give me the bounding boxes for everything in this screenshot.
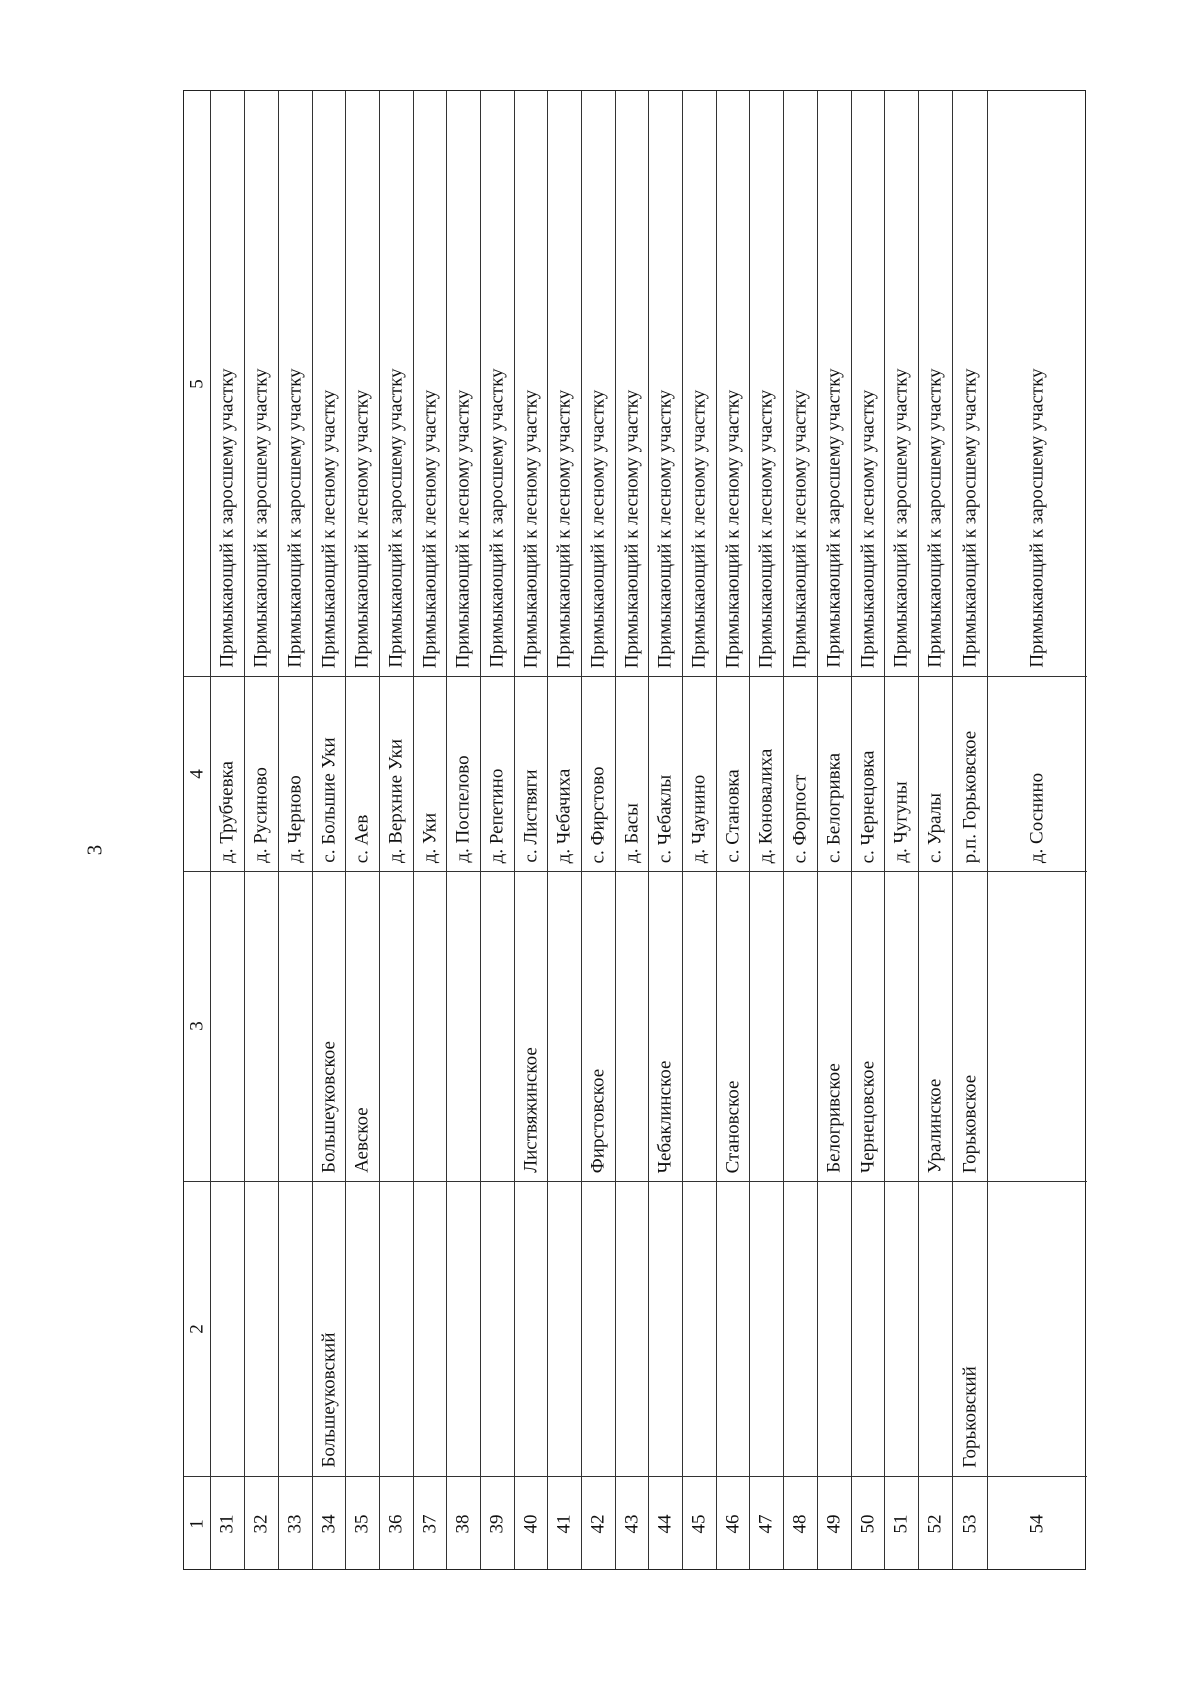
table-cell-type: Примыкающий к лесному участку [722, 389, 743, 668]
table-cell-type: Примыкающий к лесному участку [755, 389, 777, 668]
table-cell-type: Примыкающий к заросшему участку [284, 368, 306, 668]
table-row-divider [547, 91, 548, 1569]
table-row-divider [480, 91, 481, 1569]
table-cell-district: Большеуковский [318, 1332, 339, 1468]
table-cell-settlement: Чебаклинское [654, 1060, 676, 1173]
table-cell-type: Примыкающий к заросшему участку [959, 368, 980, 668]
table-row-divider [952, 91, 953, 1569]
table-row-divider [345, 91, 346, 1569]
table-cell-n: 44 [654, 1514, 676, 1533]
table-cell-settlement: Белогривское [823, 1063, 845, 1173]
table-cell-n: 54 [1026, 1514, 1048, 1533]
table-header-cell: 5 [186, 378, 208, 389]
table-row-divider [716, 91, 717, 1569]
table-row-divider [413, 91, 414, 1569]
table-cell-locality: д. Репетино [486, 768, 508, 863]
table-row-divider [783, 91, 784, 1569]
table-row-divider [312, 91, 313, 1569]
table-column-divider [184, 676, 1087, 677]
table-cell-n: 52 [924, 1514, 946, 1533]
table-cell-n: 50 [857, 1514, 878, 1533]
data-table [183, 90, 1086, 1570]
table-cell-locality: д. Русиново [250, 767, 272, 863]
table-cell-type: Примыкающий к заросшему участку [924, 368, 946, 668]
table-cell-type: Примыкающий к лесному участку [789, 389, 811, 668]
table-cell-type: Примыкающий к лесному участку [452, 389, 474, 668]
table-cell-locality: д. Чугуны [890, 781, 912, 863]
table-header-cell: 1 [186, 1518, 208, 1529]
table-cell-n: 48 [789, 1514, 811, 1533]
table-cell-type: Примыкающий к лесному участку [654, 389, 676, 668]
table-cell-locality: с. Чебаклы [654, 774, 676, 863]
table-cell-settlement: Становское [722, 1080, 743, 1173]
table-row-divider [817, 91, 818, 1569]
table-row-divider [244, 91, 245, 1569]
table-cell-settlement: Фирстовское [587, 1068, 609, 1173]
table-row-divider [446, 91, 447, 1569]
table-cell-settlement: Уралинское [924, 1078, 946, 1173]
table-cell-type: Примыкающий к лесному участку [688, 389, 710, 668]
table-cell-locality: д. Черново [284, 775, 306, 863]
table-row-divider [278, 91, 279, 1569]
table-cell-locality: с. Чернецовка [857, 750, 878, 863]
table-cell-settlement: Чернецовское [857, 1060, 878, 1173]
table-cell-n: 35 [351, 1514, 373, 1533]
table-header-cell: 4 [186, 768, 208, 779]
table-cell-n: 53 [959, 1514, 980, 1533]
table-cell-n: 49 [823, 1514, 845, 1533]
table-column-divider [184, 871, 1087, 872]
table-cell-type: Примыкающий к лесному участку [621, 389, 642, 668]
table-cell-n: 33 [284, 1514, 306, 1533]
table-row-divider [851, 91, 852, 1569]
table-cell-n: 47 [755, 1514, 777, 1533]
table-cell-type: Примыкающий к лесному участку [520, 389, 541, 668]
page-number-text: 3 [82, 844, 107, 856]
table-cell-n: 41 [553, 1514, 575, 1533]
table-header-cell: 2 [186, 1323, 208, 1334]
table-cell-type: Примыкающий к лесному участку [351, 389, 373, 668]
table-cell-settlement: Аевское [351, 1107, 373, 1173]
table-cell-type: Примыкающий к заросшему участку [216, 368, 238, 668]
table-row-divider [210, 91, 211, 1569]
table-cell-locality: с. Большие Уки [318, 737, 339, 863]
table-header-cell: 3 [186, 1021, 208, 1031]
table-cell-type: Примыкающий к лесному участку [318, 389, 339, 668]
table-cell-locality: д. Верхние Уки [385, 739, 407, 863]
table-cell-locality: д. Уки [419, 812, 440, 863]
table-cell-type: Примыкающий к лесному участку [553, 389, 575, 668]
table-cell-locality: с. Белогривка [823, 752, 845, 863]
table-cell-type: Примыкающий к заросшему участку [385, 368, 407, 668]
table-cell-type: Примыкающий к заросшему участку [1026, 368, 1048, 668]
table-cell-n: 51 [890, 1514, 912, 1533]
table-row-divider [379, 91, 380, 1569]
table-cell-n: 43 [621, 1514, 642, 1533]
table-row-divider [987, 91, 988, 1569]
table-cell-n: 38 [452, 1514, 474, 1533]
table-row-divider [514, 91, 515, 1569]
table-cell-locality: д. Коновалиха [755, 748, 777, 863]
table-row-divider [648, 91, 649, 1569]
table-cell-locality: р.п. Горьковское [959, 730, 980, 863]
table-cell-n: 45 [688, 1514, 710, 1533]
table-cell-type: Примыкающий к лесному участку [419, 389, 440, 668]
table-cell-n: 39 [486, 1514, 508, 1533]
table-cell-type: Примыкающий к заросшему участку [486, 368, 508, 668]
table-cell-locality: д. Чаунино [688, 774, 710, 863]
table-column-divider [184, 1476, 1087, 1477]
table-cell-type: Примыкающий к лесному участку [587, 389, 609, 668]
table-cell-settlement: Горьковское [959, 1074, 980, 1173]
table-cell-locality: с. Фирстово [587, 766, 609, 863]
table-cell-locality: д. Соснино [1026, 772, 1048, 863]
table-cell-locality: д. Чебачиха [553, 768, 575, 863]
table-cell-n: 46 [722, 1514, 743, 1533]
table-cell-n: 42 [587, 1514, 609, 1533]
table-cell-n: 34 [318, 1514, 339, 1533]
table-cell-n: 32 [250, 1514, 272, 1533]
table-cell-type: Примыкающий к заросшему участку [250, 368, 272, 668]
table-cell-type: Примыкающий к заросшему участку [890, 368, 912, 668]
table-cell-n: 36 [385, 1514, 407, 1533]
table-row-divider [884, 91, 885, 1569]
table-cell-locality: д. Поспелово [452, 755, 474, 863]
table-cell-type: Примыкающий к лесному участку [857, 389, 878, 668]
table-cell-locality: с. Аев [351, 814, 373, 863]
table-row-divider [682, 91, 683, 1569]
table-cell-locality: с. Становка [722, 769, 743, 863]
table-cell-settlement: Листвяжинское [520, 1047, 541, 1173]
table-row-divider [615, 91, 616, 1569]
table-row-divider [918, 91, 919, 1569]
table-cell-locality: с. Листвяги [520, 769, 541, 863]
table-cell-locality: с. Уралы [924, 792, 946, 863]
table-cell-locality: с. Форпост [789, 774, 811, 863]
table-cell-district: Горьковский [959, 1366, 980, 1468]
table-cell-n: 37 [419, 1514, 440, 1533]
table-cell-locality: д. Трубчевка [216, 761, 238, 863]
table-cell-n: 31 [216, 1514, 238, 1533]
table-cell-n: 40 [520, 1514, 541, 1533]
table-cell-locality: д. Басы [621, 803, 642, 863]
table-cell-type: Примыкающий к заросшему участку [823, 368, 845, 668]
table-cell-settlement: Большеуковское [318, 1041, 339, 1173]
table-row-divider [749, 91, 750, 1569]
table-column-divider [184, 1181, 1087, 1182]
table-row-divider [581, 91, 582, 1569]
